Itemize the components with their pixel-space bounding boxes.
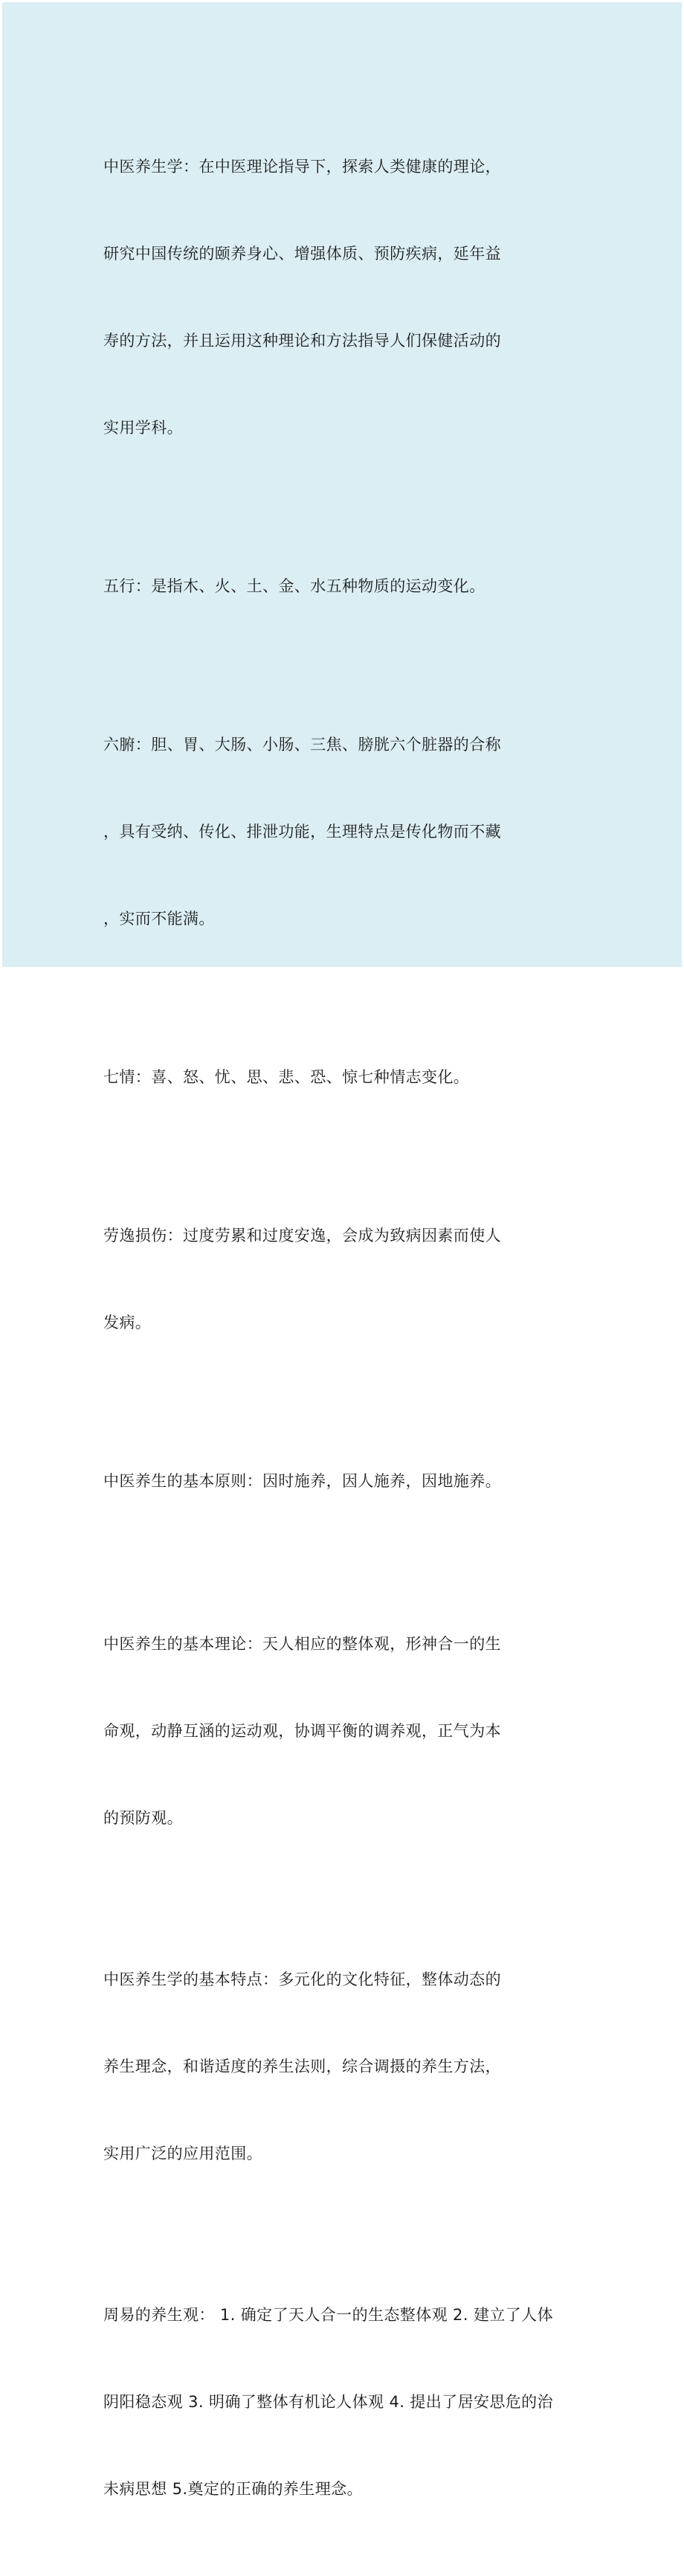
paragraph-zhouyi-yangsheng [103, 2243, 568, 2562]
text-line: 阴阳稳态观 3. 明确了整体有机论人体观 4. 提出了居安思危的治 [103, 2393, 553, 2411]
text-line: 实用广泛的应用范围。 [103, 2145, 262, 2162]
paragraph-qiqing [103, 1005, 520, 1150]
paragraph-laoyi-sunshang [103, 1163, 520, 1395]
text-line: 实用学科。 [103, 419, 183, 437]
text-line: 研究中国传统的颐养身心、增强体质、预防疾病，延年益 [103, 245, 501, 263]
text-line: 中医养生的基本原则：因时施养，因人施养，因地施养。 [103, 1472, 501, 1490]
text-line: 的预防观。 [103, 1809, 183, 1827]
paragraph-yangsheng-definition [103, 94, 520, 501]
text-line: 中医养生的基本理论：天人相应的整体观，形神合一的生 [103, 1635, 501, 1653]
document-body [103, 94, 579, 2576]
text-line: 养生理念，和谐适度的养生法则，综合调摄的养生方法， [103, 2058, 501, 2075]
paragraph-basic-principles [103, 1409, 520, 1554]
text-line: 中医养生学的基本特点：多元化的文化特征，整体动态的 [103, 1970, 501, 1988]
text-line: 六腑：胆、胃、大肠、小肠、三焦、膀胱六个脏器的合称 [103, 736, 501, 754]
text-line: 发病。 [103, 1314, 152, 1332]
text-line: 七情：喜、怒、忧、思、悲、恐、惊七种情志变化。 [103, 1068, 470, 1086]
text-line: 寿的方法，并且运用这种理论和方法指导人们保健活动的 [103, 332, 501, 350]
text-line: 周易的养生观： 1. 确定了天人合一的生态整体观 2. 建立了人体 [103, 2306, 553, 2324]
paragraph-basic-features [103, 1907, 520, 2226]
paragraph-basic-theory [103, 1572, 520, 1891]
text-line: ，实而不能满。 [103, 910, 215, 928]
text-line: 命观，动静互涵的运动观，协调平衡的调养观，正气为本 [103, 1722, 501, 1740]
paragraph-liufu [103, 672, 520, 992]
document-page [2, 2, 682, 2498]
text-line: 五行：是指木、火、土、金、水五种物质的运动变化。 [103, 577, 485, 595]
text-line: ，具有受纳、传化、排泄功能，生理特点是传化物而不藏 [103, 823, 501, 841]
text-line: 劳逸损伤：过度劳累和过度安逸，会成为致病因素而使人 [103, 1227, 501, 1244]
text-line: 中医养生学：在中医理论指导下，探索人类健康的理论， [103, 158, 501, 176]
text-line: 未病思想 5.奠定的正确的养生理念。 [103, 2480, 363, 2498]
paragraph-wuxing [103, 514, 520, 659]
